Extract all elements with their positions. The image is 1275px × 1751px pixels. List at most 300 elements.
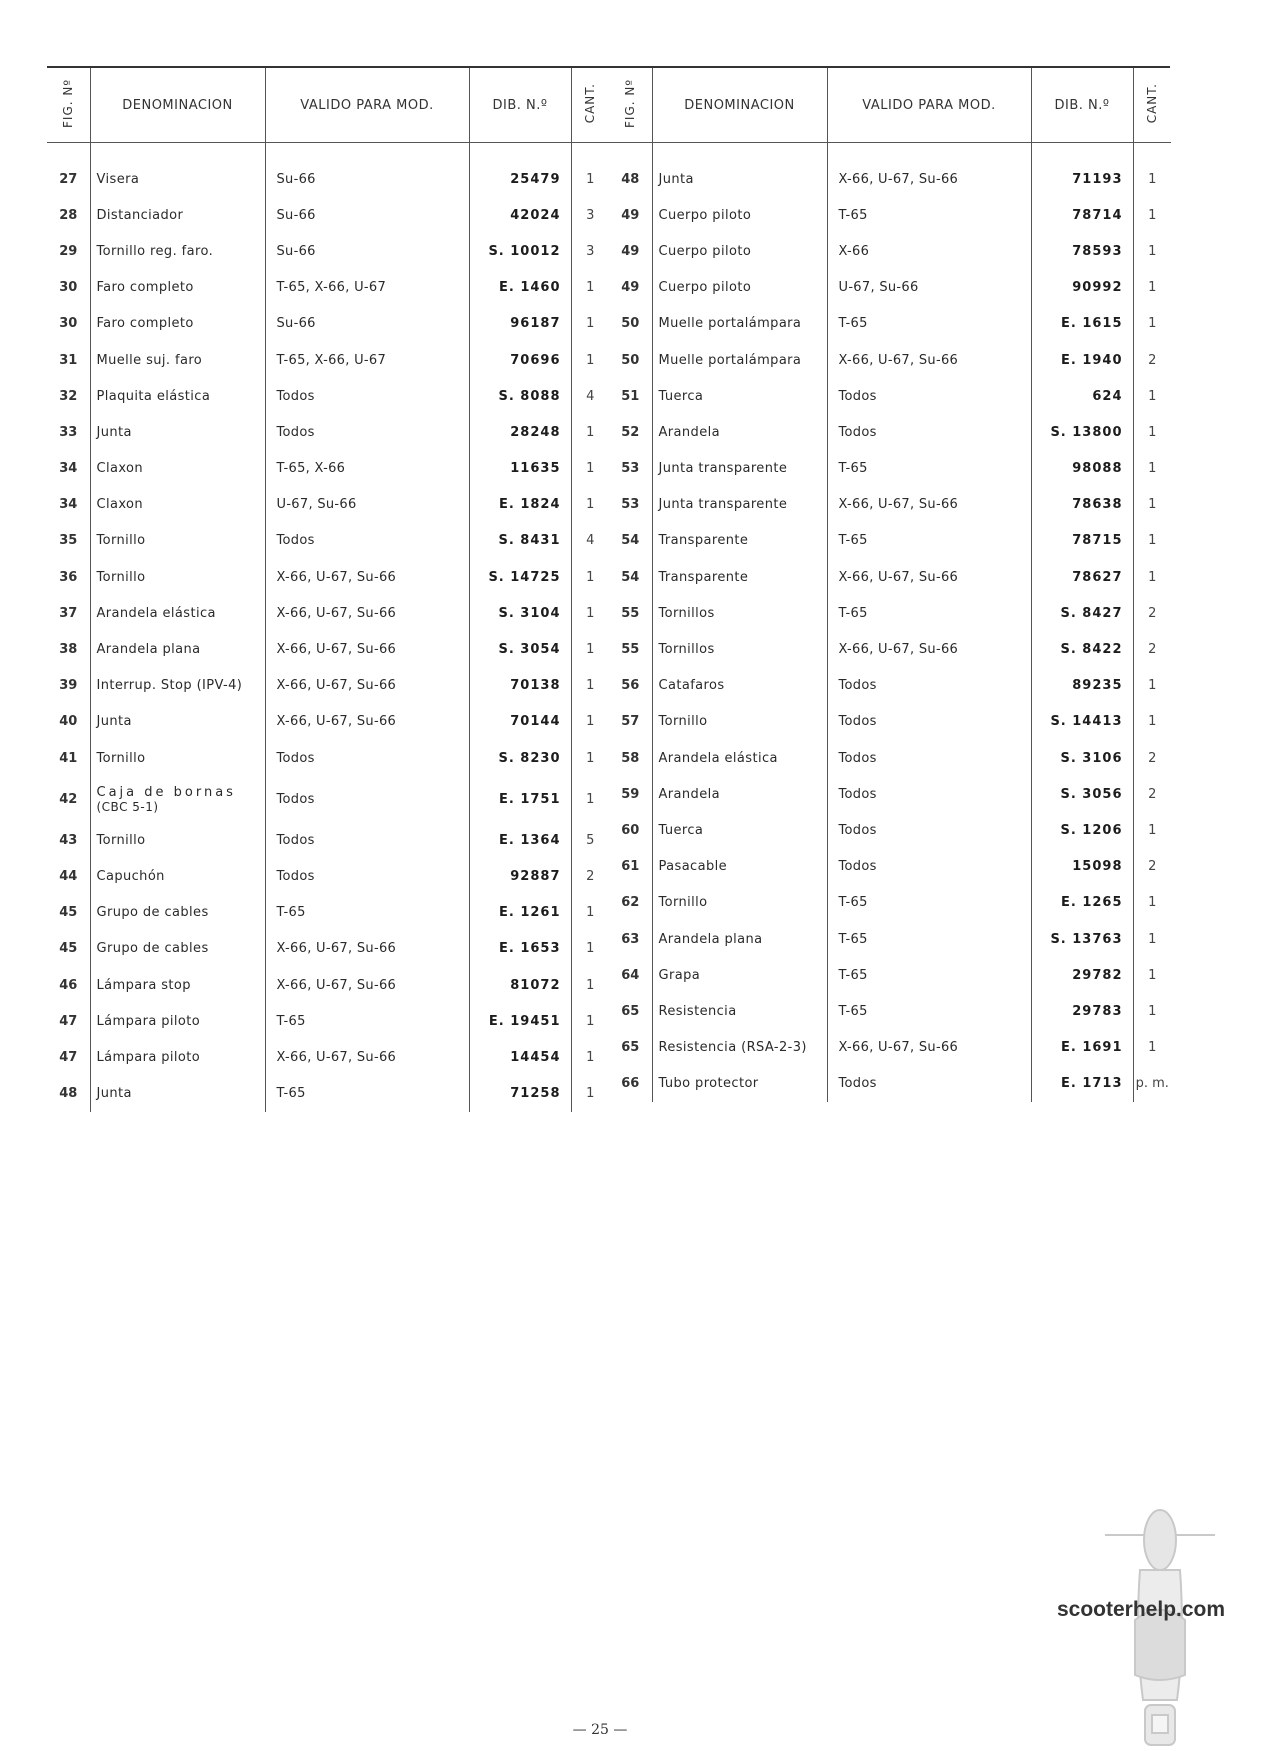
cant-cell: p. m. [1133, 1066, 1171, 1102]
dib-cell: E. 1691 [1031, 1030, 1133, 1066]
dib-cell: 70138 [469, 668, 571, 704]
valido-cell: Todos [827, 740, 1031, 776]
fig-cell: 53 [621, 461, 640, 477]
dib-cell: E. 1751 [469, 776, 571, 822]
cant-cell: 1 [1133, 451, 1171, 487]
cant-cell: 1 [1133, 668, 1171, 704]
table-row [609, 197, 1171, 233]
cant-cell: 2 [1133, 342, 1171, 378]
dib-cell: 25479 [469, 161, 571, 197]
fig-cell: 65 [621, 1003, 640, 1019]
header-cant: CANT. [571, 68, 609, 143]
fig-cell: 41 [59, 750, 78, 766]
table-row [47, 776, 609, 822]
valido-cell: T-65 [827, 957, 1031, 993]
fig-cell: 58 [621, 750, 640, 766]
cant-cell: 1 [571, 270, 609, 306]
cant-cell: 1 [571, 414, 609, 450]
table-row [609, 668, 1171, 704]
cant-cell: 2 [1133, 740, 1171, 776]
cant-cell: 1 [1133, 921, 1171, 957]
cant-cell: 1 [1133, 523, 1171, 559]
denominacion-cell: Grapa [652, 957, 827, 993]
table-row [609, 233, 1171, 269]
table-row [609, 342, 1171, 378]
table-row [609, 885, 1171, 921]
denominacion-cell: Tuerca [652, 378, 827, 414]
fig-cell: 56 [621, 678, 640, 694]
valido-cell: Su-66 [265, 306, 469, 342]
dib-cell: 71258 [469, 1076, 571, 1112]
fig-cell: 55 [621, 605, 640, 621]
denominacion-cell: Arandela plana [652, 921, 827, 957]
cant-cell: 1 [571, 931, 609, 967]
valido-cell: T-65 [827, 921, 1031, 957]
valido-cell: T-65 [265, 1003, 469, 1039]
table-row [609, 993, 1171, 1029]
table-row [47, 740, 609, 776]
cant-cell: 2 [1133, 776, 1171, 812]
fig-cell: 65 [621, 1040, 640, 1056]
fig-cell: 48 [59, 1086, 78, 1102]
fig-cell: 66 [621, 1076, 640, 1092]
dib-cell: 29782 [1031, 957, 1133, 993]
denominacion-cell: Lámpara piloto [90, 1003, 265, 1039]
dib-cell: 78715 [1031, 523, 1133, 559]
dib-cell: 98088 [1031, 451, 1133, 487]
dib-cell: S. 8427 [1031, 595, 1133, 631]
table-row [47, 631, 609, 667]
fig-cell: 30 [59, 316, 78, 332]
valido-cell: Todos [265, 378, 469, 414]
watermark-text: scooterhelp.com [1057, 1598, 1226, 1621]
valido-cell: Todos [265, 740, 469, 776]
dib-cell: 15098 [1031, 849, 1133, 885]
cant-cell: 1 [1133, 378, 1171, 414]
cant-cell: 1 [571, 740, 609, 776]
dib-cell: 90992 [1031, 270, 1133, 306]
table-row [47, 595, 609, 631]
fig-cell: 28 [59, 207, 78, 223]
dib-cell: S. 13763 [1031, 921, 1133, 957]
denominacion-cell: Junta [90, 1076, 265, 1112]
cant-cell: 1 [571, 487, 609, 523]
valido-cell: T-65 [827, 885, 1031, 921]
valido-cell: X-66, U-67, Su-66 [265, 631, 469, 667]
fig-cell: 27 [59, 171, 78, 187]
dib-cell: S. 3056 [1031, 776, 1133, 812]
fig-cell: 47 [59, 1013, 78, 1029]
table-row [47, 161, 609, 197]
fig-cell: 49 [621, 280, 640, 296]
table-row [609, 487, 1171, 523]
valido-cell: T-65 [827, 523, 1031, 559]
fig-cell: 45 [59, 905, 78, 921]
valido-cell: Todos [265, 523, 469, 559]
fig-cell: 36 [59, 569, 78, 585]
cant-cell: 1 [571, 161, 609, 197]
denominacion-cell: Claxon [90, 451, 265, 487]
fig-cell: 30 [59, 280, 78, 296]
dib-cell: S. 8431 [469, 523, 571, 559]
fig-cell: 45 [59, 941, 78, 957]
denominacion-cell: Lámpara piloto [90, 1039, 265, 1075]
dib-cell: S. 3104 [469, 595, 571, 631]
table-row [47, 895, 609, 931]
dib-cell: 11635 [469, 451, 571, 487]
valido-cell: U-67, Su-66 [265, 487, 469, 523]
dib-cell: S. 3106 [1031, 740, 1133, 776]
denominacion-cell: Resistencia (RSA-2-3) [652, 1030, 827, 1066]
dib-cell: 78638 [1031, 487, 1133, 523]
fig-cell: 50 [621, 316, 640, 332]
valido-cell: X-66, U-67, Su-66 [265, 1039, 469, 1075]
valido-cell: X-66, U-67, Su-66 [827, 487, 1031, 523]
valido-cell: Todos [265, 414, 469, 450]
table-row [609, 812, 1171, 848]
table-row [609, 776, 1171, 812]
table-row [47, 414, 609, 450]
denominacion-cell: Muelle portalámpara [652, 306, 827, 342]
cant-cell: 1 [571, 668, 609, 704]
valido-cell: T-65 [265, 1076, 469, 1112]
cant-cell: 1 [1133, 704, 1171, 740]
dib-cell: S. 1206 [1031, 812, 1133, 848]
denominacion-cell: Lámpara stop [90, 967, 265, 1003]
dib-cell: S. 10012 [469, 233, 571, 269]
fig-cell: 57 [621, 714, 640, 730]
dib-cell: 70696 [469, 342, 571, 378]
fig-cell: 42 [59, 791, 78, 807]
denominacion-cell: Faro completo [90, 270, 265, 306]
fig-cell: 43 [59, 832, 78, 848]
valido-cell: X-66, U-67, Su-66 [265, 704, 469, 740]
valido-cell: T-65 [827, 197, 1031, 233]
fig-cell: 49 [621, 207, 640, 223]
denominacion-cell: Muelle suj. faro [90, 342, 265, 378]
cant-cell: 1 [1133, 197, 1171, 233]
page-number: — 25 — [572, 1722, 628, 1738]
denominacion-cell: Junta [652, 161, 827, 197]
cant-cell: 1 [1133, 487, 1171, 523]
cant-cell: 1 [1133, 414, 1171, 450]
denominacion-cell: Plaquita elástica [90, 378, 265, 414]
denominacion-cell: Visera [90, 161, 265, 197]
valido-cell: Su-66 [265, 233, 469, 269]
denominacion-cell: Arandela elástica [90, 595, 265, 631]
cant-cell: 1 [571, 631, 609, 667]
header-fig: FIG. Nº [609, 68, 652, 143]
valido-cell: X-66, U-67, Su-66 [265, 931, 469, 967]
denominacion-cell: Grupo de cables [90, 931, 265, 967]
valido-cell: X-66, U-67, Su-66 [827, 342, 1031, 378]
valido-cell: Todos [265, 776, 469, 822]
cant-cell: 1 [571, 967, 609, 1003]
cant-cell: 1 [571, 1076, 609, 1112]
denominacion-cell: Arandela elástica [652, 740, 827, 776]
scooter-silhouette-icon [1085, 1500, 1235, 1751]
table-row [47, 523, 609, 559]
cant-cell: 1 [1133, 993, 1171, 1029]
valido-cell: X-66, U-67, Su-66 [265, 595, 469, 631]
fig-cell: 31 [59, 352, 78, 368]
parts-table-left [47, 68, 609, 1112]
dib-cell: E. 19451 [469, 1003, 571, 1039]
denominacion-cell: Tuerca [652, 812, 827, 848]
fig-cell: 47 [59, 1049, 78, 1065]
denominacion-cell: Tornillo reg. faro. [90, 233, 265, 269]
table-row [609, 270, 1171, 306]
valido-cell: X-66, U-67, Su-66 [265, 967, 469, 1003]
valido-cell: U-67, Su-66 [827, 270, 1031, 306]
denominacion-cell: Muelle portalámpara [652, 342, 827, 378]
dib-cell: 71193 [1031, 161, 1133, 197]
cant-cell: 1 [571, 451, 609, 487]
denominacion-cell: Junta transparente [652, 451, 827, 487]
cant-cell: 2 [1133, 631, 1171, 667]
valido-cell: Todos [827, 812, 1031, 848]
table-row [47, 270, 609, 306]
fig-cell: 33 [59, 424, 78, 440]
dib-cell: 89235 [1031, 668, 1133, 704]
header-cant: CANT. [1133, 68, 1171, 143]
cant-cell: 1 [571, 1003, 609, 1039]
dib-cell: E. 1460 [469, 270, 571, 306]
fig-cell: 50 [621, 352, 640, 368]
fig-cell: 54 [621, 569, 640, 585]
dib-cell: 78714 [1031, 197, 1133, 233]
header-fig: FIG. Nº [47, 68, 90, 143]
cant-cell: 1 [571, 1039, 609, 1075]
valido-cell: T-65 [827, 306, 1031, 342]
fig-cell: 52 [621, 424, 640, 440]
table-row [47, 197, 609, 233]
denominacion-cell: Grupo de cables [90, 895, 265, 931]
cant-cell: 4 [571, 378, 609, 414]
table-row [47, 342, 609, 378]
denominacion-cell: Tornillos [652, 595, 827, 631]
denominacion-cell: Resistencia [652, 993, 827, 1029]
valido-cell: X-66, U-67, Su-66 [827, 631, 1031, 667]
valido-cell: X-66 [827, 233, 1031, 269]
denominacion-cell: Faro completo [90, 306, 265, 342]
table-row [47, 931, 609, 967]
valido-cell: T-65, X-66 [265, 451, 469, 487]
table-row [609, 559, 1171, 595]
valido-cell: T-65 [827, 451, 1031, 487]
table-row [609, 378, 1171, 414]
table-row [47, 1039, 609, 1075]
fig-cell: 34 [59, 497, 78, 513]
denominacion-cell: Transparente [652, 523, 827, 559]
table-row [47, 487, 609, 523]
cant-cell: 2 [571, 858, 609, 894]
fig-cell: 59 [621, 786, 640, 802]
header-dib: DIB. N.º [1031, 68, 1133, 143]
header-valido: VALIDO PARA MOD. [827, 68, 1031, 143]
table-row [47, 233, 609, 269]
fig-cell: 62 [621, 895, 640, 911]
valido-cell: X-66, U-67, Su-66 [265, 559, 469, 595]
denominacion-cell: Junta transparente [652, 487, 827, 523]
table-row [609, 595, 1171, 631]
dib-cell: 81072 [469, 967, 571, 1003]
dib-cell: E. 1261 [469, 895, 571, 931]
dib-cell: E. 1364 [469, 822, 571, 858]
denominacion-cell: Tornillo [90, 822, 265, 858]
dib-cell: E. 1713 [1031, 1066, 1133, 1102]
table-row [47, 559, 609, 595]
valido-cell: T-65, X-66, U-67 [265, 342, 469, 378]
fig-cell: 39 [59, 678, 78, 694]
table-row [609, 523, 1171, 559]
fig-cell: 51 [621, 388, 640, 404]
fig-cell: 40 [59, 714, 78, 730]
table-row [609, 957, 1171, 993]
cant-cell: 3 [571, 197, 609, 233]
table-row [47, 1076, 609, 1112]
denominacion-cell: Tornillo [652, 704, 827, 740]
valido-cell: Todos [827, 668, 1031, 704]
denominacion-cell: Catafaros [652, 668, 827, 704]
valido-cell: Todos [827, 776, 1031, 812]
denominacion-cell: Cuerpo piloto [652, 197, 827, 233]
cant-cell: 1 [571, 595, 609, 631]
dib-cell: 96187 [469, 306, 571, 342]
valido-cell: T-65, X-66, U-67 [265, 270, 469, 306]
dib-cell: E. 1265 [1031, 885, 1133, 921]
cant-cell: 1 [571, 306, 609, 342]
cant-cell: 1 [571, 776, 609, 822]
table-row [609, 1030, 1171, 1066]
cant-cell: 1 [571, 704, 609, 740]
dib-cell: 28248 [469, 414, 571, 450]
denominacion-cell: Claxon [90, 487, 265, 523]
valido-cell: Su-66 [265, 197, 469, 233]
denominacion-cell: Tornillo [90, 559, 265, 595]
denominacion-cell: Tornillo [652, 885, 827, 921]
header-dib: DIB. N.º [469, 68, 571, 143]
fig-cell: 64 [621, 967, 640, 983]
table-row [609, 306, 1171, 342]
dib-cell: 78627 [1031, 559, 1133, 595]
valido-cell: Todos [827, 414, 1031, 450]
table-row [47, 967, 609, 1003]
table-row [47, 306, 609, 342]
valido-cell: Su-66 [265, 161, 469, 197]
cant-cell: 5 [571, 822, 609, 858]
fig-cell: 48 [621, 171, 640, 187]
valido-cell: X-66, U-67, Su-66 [265, 668, 469, 704]
dib-cell: S. 14413 [1031, 704, 1133, 740]
dib-cell: S. 14725 [469, 559, 571, 595]
fig-cell: 60 [621, 822, 640, 838]
table-row [609, 414, 1171, 450]
denominacion-cell: Arandela [652, 414, 827, 450]
valido-cell: X-66, U-67, Su-66 [827, 559, 1031, 595]
table-row [47, 1003, 609, 1039]
fig-cell: 63 [621, 931, 640, 947]
table-row [47, 704, 609, 740]
valido-cell: Todos [265, 858, 469, 894]
denominacion-cell: Interrup. Stop (IPV-4) [90, 668, 265, 704]
table-row [609, 1066, 1171, 1102]
fig-cell: 32 [59, 388, 78, 404]
denominacion-cell: Tornillos [652, 631, 827, 667]
valido-cell: X-66, U-67, Su-66 [827, 161, 1031, 197]
cant-cell: 3 [571, 233, 609, 269]
cant-cell: 1 [571, 895, 609, 931]
fig-cell: 37 [59, 605, 78, 621]
cant-cell: 4 [571, 523, 609, 559]
denominacion-cell: Cuerpo piloto [652, 270, 827, 306]
valido-cell: Todos [265, 822, 469, 858]
valido-cell: T-65 [827, 993, 1031, 1029]
denominacion-cell: Junta [90, 704, 265, 740]
dib-cell: E. 1824 [469, 487, 571, 523]
table-row [609, 740, 1171, 776]
dib-cell: E. 1615 [1031, 306, 1133, 342]
fig-cell: 38 [59, 642, 78, 658]
table-row [47, 668, 609, 704]
denominacion-cell: Capuchón [90, 858, 265, 894]
denominacion-cell: Arandela [652, 776, 827, 812]
header-denominacion: DENOMINACION [652, 68, 827, 143]
denominacion-cell: Junta [90, 414, 265, 450]
table-row [609, 161, 1171, 197]
valido-cell: Todos [827, 704, 1031, 740]
parts-table-right [609, 68, 1171, 1102]
fig-cell: 61 [621, 859, 640, 875]
dib-cell: 78593 [1031, 233, 1133, 269]
dib-cell: 624 [1031, 378, 1133, 414]
denominacion-cell: Transparente [652, 559, 827, 595]
fig-cell: 29 [59, 243, 78, 259]
cant-cell: 1 [571, 342, 609, 378]
fig-cell: 44 [59, 868, 78, 884]
valido-cell: X-66, U-67, Su-66 [827, 1030, 1031, 1066]
cant-cell: 1 [1133, 812, 1171, 848]
dib-cell: S. 8088 [469, 378, 571, 414]
denominacion-cell: Tornillo [90, 740, 265, 776]
fig-cell: 53 [621, 497, 640, 513]
valido-cell: Todos [827, 378, 1031, 414]
dib-cell: S. 13800 [1031, 414, 1133, 450]
table-row [47, 822, 609, 858]
denominacion-cell: Tornillo [90, 523, 265, 559]
fig-cell: 54 [621, 533, 640, 549]
dib-cell: S. 8422 [1031, 631, 1133, 667]
denominacion-cell: Cuerpo piloto [652, 233, 827, 269]
dib-cell: 70144 [469, 704, 571, 740]
fig-cell: 46 [59, 977, 78, 993]
fig-cell: 55 [621, 642, 640, 658]
table-row [47, 858, 609, 894]
table-row [609, 921, 1171, 957]
table-row [47, 451, 609, 487]
table-row [609, 451, 1171, 487]
cant-cell: 2 [1133, 849, 1171, 885]
dib-cell: E. 1653 [469, 931, 571, 967]
denominacion-cell: Arandela plana [90, 631, 265, 667]
header-valido: VALIDO PARA MOD. [265, 68, 469, 143]
dib-cell: S. 3054 [469, 631, 571, 667]
table-row [609, 631, 1171, 667]
fig-cell: 34 [59, 461, 78, 477]
cant-cell: 1 [1133, 270, 1171, 306]
valido-cell: T-65 [265, 895, 469, 931]
cant-cell: 1 [1133, 161, 1171, 197]
